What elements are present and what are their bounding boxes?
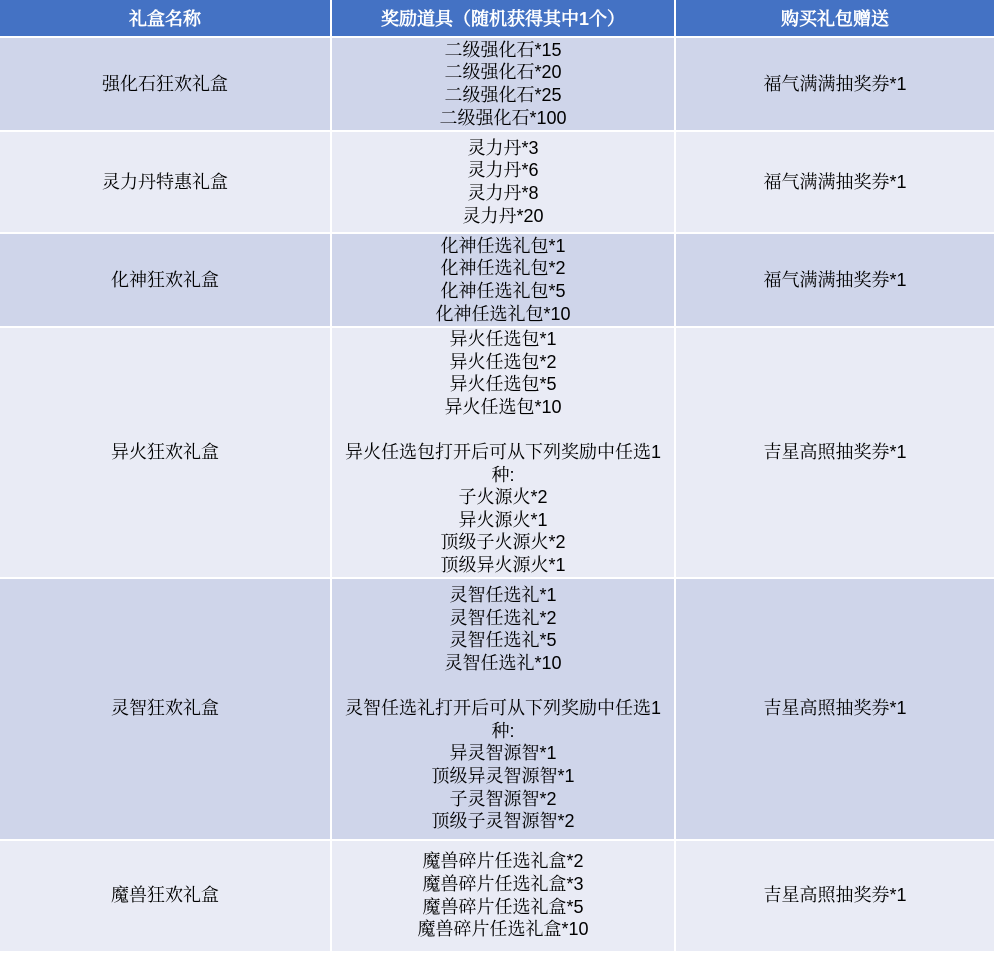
- note-item: 异灵智源智*1: [449, 743, 557, 764]
- reward-note: 异火任选包打开后可从下列奖励中任选1: [344, 441, 661, 462]
- box-name-cell: 灵力丹特惠礼盒: [0, 131, 331, 233]
- rewards-cell: [331, 578, 675, 840]
- table-body: [0, 37, 995, 952]
- bonus-gift-cell: 吉星高照抽奖券*1: [675, 840, 995, 952]
- note-item: 异火源火*1: [458, 509, 548, 530]
- table-row: [0, 131, 995, 233]
- reward-item: 二级强化石*15: [444, 39, 562, 60]
- box-name-cell: 强化石狂欢礼盒: [0, 37, 331, 131]
- reward-item: 灵智任选礼*1: [449, 585, 557, 606]
- reward-item: 异火任选包*5: [449, 374, 557, 395]
- header-bonus-gift: 购买礼包赠送: [675, 0, 995, 37]
- box-name-cell: 化神狂欢礼盒: [0, 233, 331, 327]
- reward-note: 灵智任选礼打开后可从下列奖励中任选1: [344, 698, 661, 719]
- bonus-gift-cell: 福气满满抽奖券*1: [675, 233, 995, 327]
- bonus-gift-cell: 吉星高照抽奖券*1: [675, 327, 995, 578]
- reward-item: 异火任选包*1: [449, 329, 557, 349]
- table-row: [0, 578, 995, 840]
- note-item: 子火源火*2: [458, 487, 548, 508]
- reward-item: 灵智任选礼*10: [444, 653, 562, 674]
- note-item: 顶级异火源火*1: [440, 554, 566, 575]
- reward-item: 魔兽碎片任选礼盒*10: [417, 919, 589, 940]
- rewards-cell: [331, 327, 675, 578]
- box-name-cell: 异火狂欢礼盒: [0, 327, 331, 578]
- table-row: [0, 840, 995, 952]
- header-box-name: 礼盒名称: [0, 0, 331, 37]
- rewards-cell: [331, 233, 675, 327]
- rewards-cell: [331, 840, 675, 952]
- note-item: 顶级子火源火*2: [440, 532, 566, 553]
- reward-item: 化神任选礼包*1: [440, 235, 566, 256]
- table-header: [0, 0, 995, 37]
- rewards-cell: [331, 131, 675, 233]
- reward-item: 灵力丹*8: [467, 183, 539, 203]
- note-item: 子灵智源智*2: [449, 788, 557, 809]
- table-row: [0, 37, 995, 131]
- reward-item: 灵力丹*3: [467, 137, 539, 158]
- reward-item: 魔兽碎片任选礼盒*2: [422, 851, 584, 872]
- reward-item: 化神任选礼包*2: [440, 258, 566, 279]
- rewards-cell: [331, 37, 675, 131]
- box-name-cell: 魔兽狂欢礼盒: [0, 840, 331, 952]
- reward-item: 二级强化石*25: [444, 85, 562, 105]
- reward-item: 灵智任选礼*5: [449, 630, 557, 651]
- reward-item: 灵力丹*6: [467, 160, 539, 181]
- reward-item: 魔兽碎片任选礼盒*3: [422, 873, 584, 894]
- reward-item: 化神任选礼包*5: [440, 281, 566, 301]
- table-row: [0, 233, 995, 327]
- reward-item: 异火任选包*10: [444, 396, 562, 417]
- box-name-cell: 灵智狂欢礼盒: [0, 578, 331, 840]
- spacer: [332, 418, 674, 441]
- reward-item: 灵智任选礼*2: [449, 607, 557, 628]
- reward-item: 灵力丹*20: [462, 205, 544, 226]
- reward-note: 种:: [491, 720, 515, 741]
- reward-item: 异火任选包*2: [449, 351, 557, 372]
- bonus-gift-cell: 吉星高照抽奖券*1: [675, 578, 995, 840]
- table-row: [0, 327, 995, 578]
- spacer: [332, 675, 674, 698]
- note-item: 顶级子灵智源智*2: [431, 811, 575, 832]
- bonus-gift-cell: 福气满满抽奖券*1: [675, 131, 995, 233]
- reward-item: 二级强化石*100: [439, 107, 567, 128]
- reward-item: 化神任选礼包*10: [435, 303, 571, 324]
- bonus-gift-cell: 福气满满抽奖券*1: [675, 37, 995, 131]
- reward-item: 二级强化石*20: [444, 62, 562, 83]
- note-item: 顶级异灵智源智*1: [431, 766, 575, 787]
- header-rewards: 奖励道具（随机获得其中1个）: [331, 0, 675, 37]
- reward-item: 魔兽碎片任选礼盒*5: [422, 896, 584, 917]
- reward-note: 种:: [491, 464, 515, 485]
